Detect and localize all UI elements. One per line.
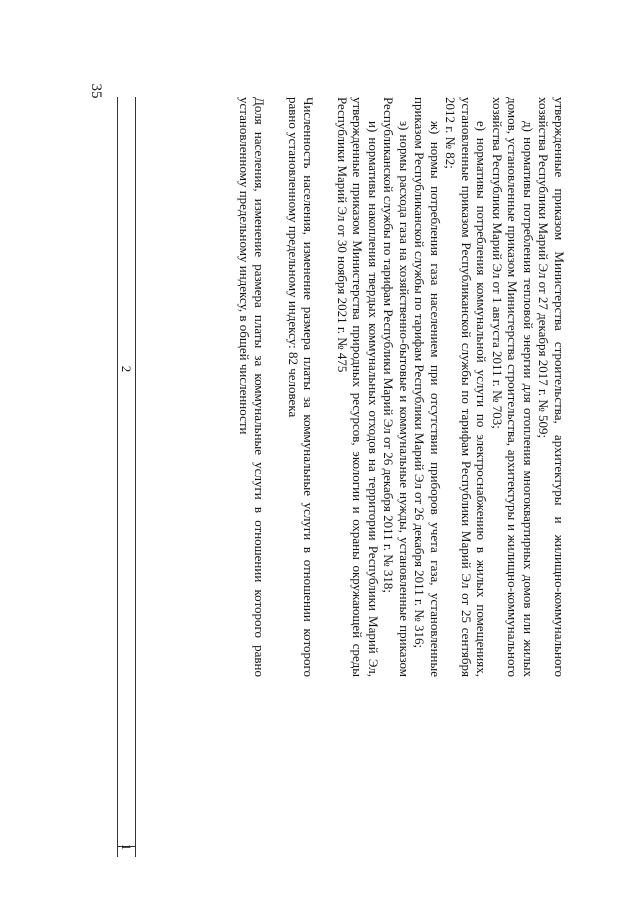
column-2-text [237,97,568,677]
paragraph-z: з) нормы расхода газа на хозяйственно-бытовые и коммунальные нужды, установленные приказом Республиканской службы по тарифам Республики Марий Эл от 26 декабря 2011 г. № 318; [381,97,412,677]
paragraph-e: е) нормативы потребления коммунальной услуги по электроснабжению в жилых помещениях, установленные приказом Республиканской службы по тарифам Республики Марий Эл от 25 сентября 2012 г. № 82; [443,97,490,677]
paragraph-i: и) нормативы накопления твердых коммунальных отходов на территории Республики Марий Эл, утвержденные приказом Министерства природных ресурсов, экологии и охраны окружающей среды Республики Марий Эл от 30 ноября 2021 г. № 475 [335,97,381,677]
page-number: 35 [88,83,104,99]
population-count-text: Численность населения, изменение размера платы за коммунальные услуги в отношении которого равно установленному предельному индексу: 82 человека [286,97,317,677]
table-top-rule [117,97,118,857]
paragraph-zh: ж) нормы потребления газа населением при отсутствии приборов учета газа, установленные приказом Республиканской службы по тарифам Республики Марий Эл от 26 декабря 2011 г. № 316; [412,97,443,677]
paragraph-gap [317,97,335,677]
rotated-table-content [127,97,567,677]
paragraph-gap [268,97,286,677]
population-share-text: Доля населения, изменение размера платы за коммунальные услуги в отношении которого равно установленному предельному индексу, в общей численности [237,97,268,677]
paragraph-d: д) нормативы потребления тепловой энергии для отопления многоквартирных домов или жилых домов, установленные приказом Министерства строительства, архитектуры и жилищно-коммунального хозяйства Республики Марий Эл от 1 августа 2011 г. № 703; [490,97,536,677]
column-1-header: 1 [119,843,134,851]
column-2-header: 2 [119,365,134,373]
paragraph-continuation: утвержденные приказом Министерства строительства, архитектуры и жилищно-коммунального хозяйства Республики Марий Эл от 27 декабря 2017 г. № 509; [536,97,567,677]
